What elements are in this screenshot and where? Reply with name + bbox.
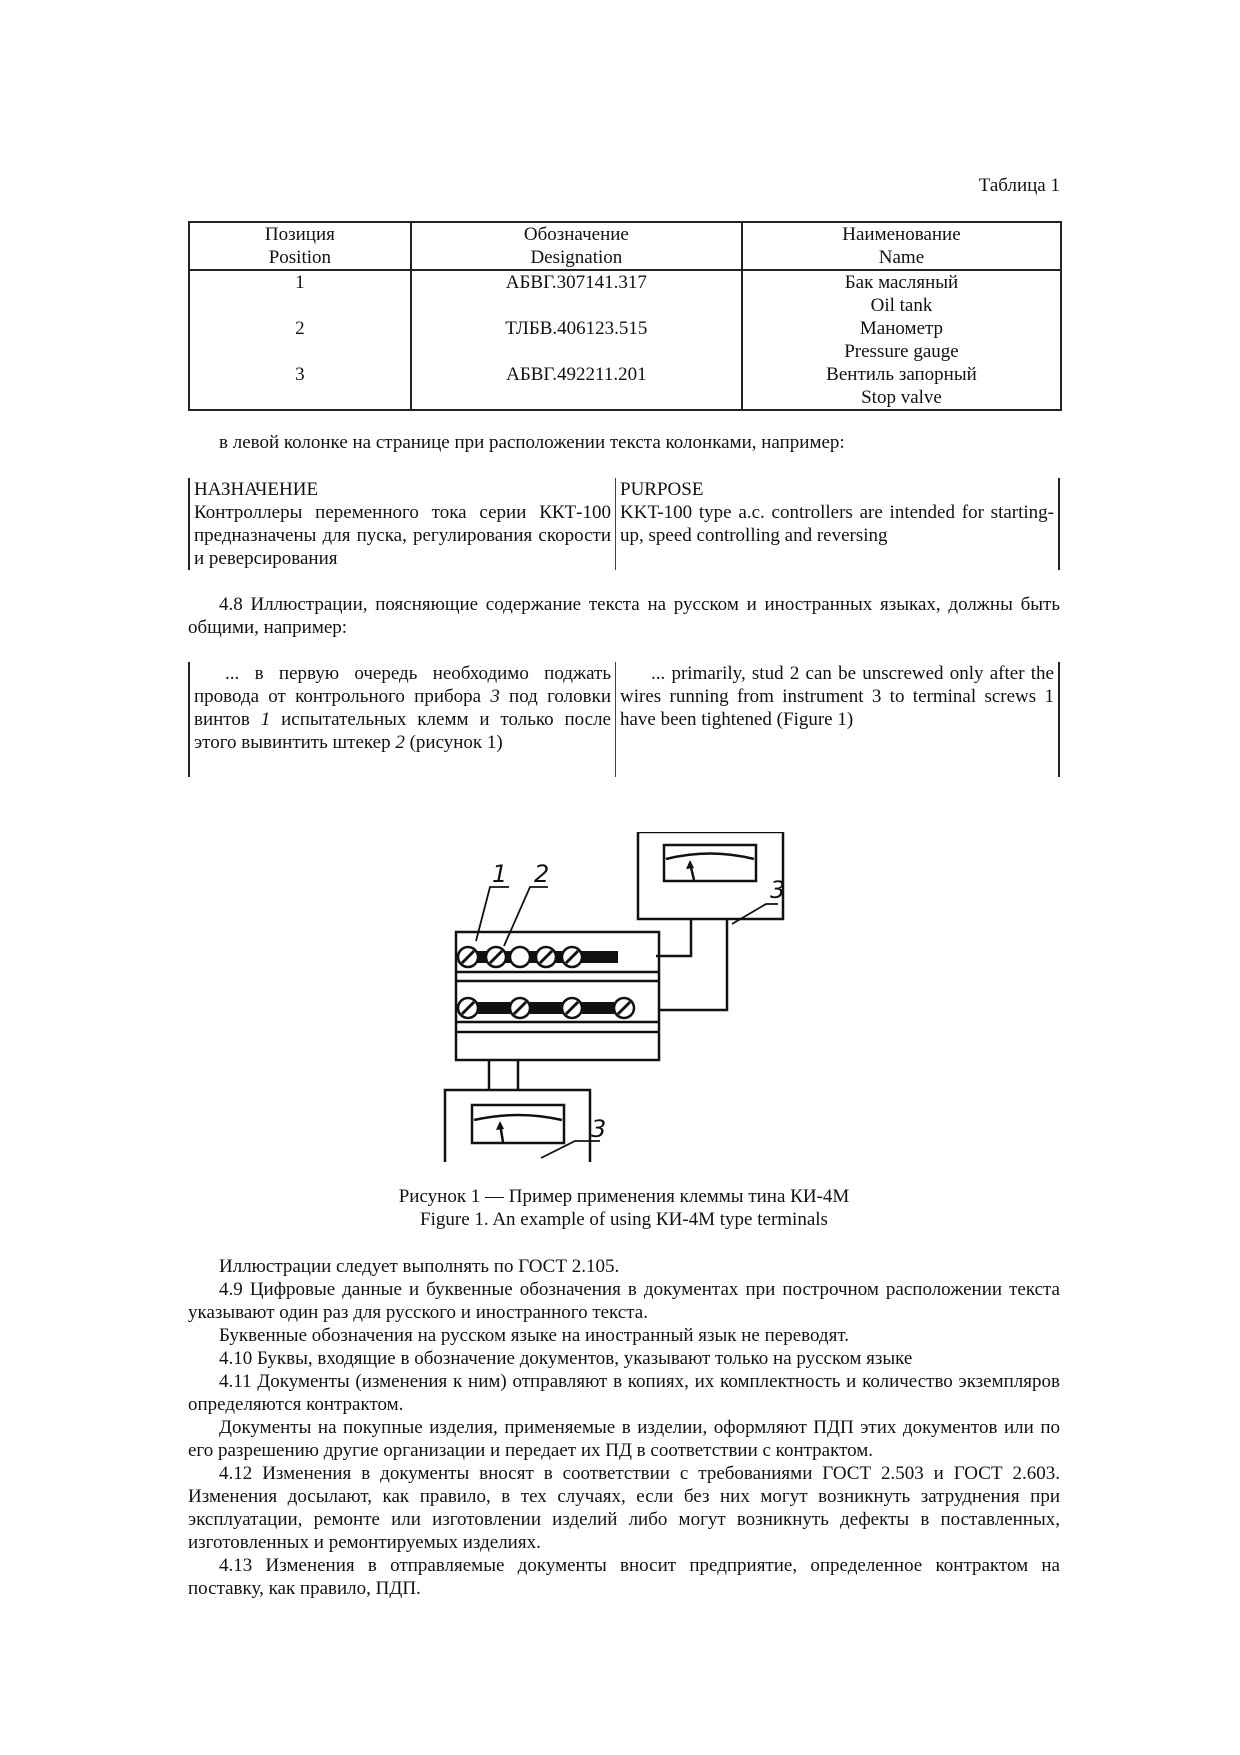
cell-name: Манометр Pressure gauge	[742, 317, 1061, 363]
columns-intro: в левой колонке на странице при расположении текста колонками, например:	[219, 432, 845, 453]
meter-top-window	[664, 845, 756, 881]
purpose-en-text: KKT-100 type a.c. controllers are intended for starting-up, speed controlling and reversing	[620, 502, 1054, 546]
purpose-right-column	[616, 478, 1060, 570]
example-columns	[188, 662, 1060, 777]
paragraph: 4.10 Буквы, входящие в обозначение документов, указывают только на русском языке	[219, 1348, 913, 1369]
example-ru-column: ... в первую очередь необходимо поджать провода от контрольного прибора 3 под головки винтов 1 испытательных клемм и только после этого вывинтить штекер 2 (рисунок 1)	[188, 662, 616, 777]
purpose-ru-text: Контроллеры переменного тока серии ККТ-100 предназначены для пуска, регулирования скорости и реверсирования	[194, 502, 611, 569]
label-1: 1	[492, 860, 508, 888]
positions-table	[188, 221, 1062, 411]
purpose-en-heading: PURPOSE	[620, 479, 704, 500]
label-3-top: 3	[770, 876, 786, 904]
cell-name: Бак масляный Oil tank	[742, 270, 1061, 317]
meter-bottom-body	[445, 1090, 590, 1162]
cell-designation: АБВГ.492211.201	[411, 363, 742, 410]
label-2: 2	[534, 860, 550, 888]
paragraph: 4.12 Изменения в документы вносят в соответствии с требованиями ГОСТ 2.503 и ГОСТ 2.603. Изменения досылают, как правило, в тех случаях, если без них могут возникнуть затруднения при эксплуатации, ремонте или изготовлении изделий либо могут возникнуть дефекты в поставленных, изготовленных и ремонтируемых изделиях.	[188, 1463, 1060, 1553]
paragraph: 4.11 Документы (изменения к ним) отправляют в копиях, их комплектность и количество экземпляров определяются контрактом.	[188, 1371, 1060, 1415]
paragraph: 4.9 Цифровые данные и буквенные обозначения в документах при построчном расположении текста указывают один раз для русского и иностранного текста.	[188, 1279, 1060, 1323]
purpose-ru-heading: НАЗНАЧЕНИЕ	[194, 479, 319, 500]
figure-caption-en: Figure 1. An example of using КИ-4М type terminals	[420, 1209, 828, 1230]
table-caption: Таблица 1	[978, 175, 1060, 196]
cell-name: Вентиль запорный Stop valve	[742, 363, 1061, 410]
table-row	[189, 317, 1061, 363]
body-text	[188, 1255, 1060, 1600]
paragraph: 4.13 Изменения в отправляемые документы вносит предприятие, определенное контрактом на поставку, как правило, ПДП.	[188, 1555, 1060, 1599]
paragraph: Иллюстрации следует выполнять по ГОСТ 2.105.	[219, 1256, 620, 1277]
cell-position: 3	[189, 363, 411, 410]
cell-position: 1	[189, 270, 411, 317]
paragraph: Документы на покупные изделия, применяемые в изделии, оформляют ПДП этих документов или по его разрешению другие организации и передает их ПД в соответствии с контрактом.	[188, 1417, 1060, 1461]
example-en-column: ... primarily, stud 2 can be unscrewed only after the wires running from instrument 3 to terminal screws 1 have been tightened (Figure 1)	[616, 662, 1060, 777]
cell-designation: АБВГ.307141.317	[411, 270, 742, 317]
figure-caption	[188, 1185, 1060, 1231]
header-name: Наименование Name	[742, 222, 1061, 270]
table-row	[189, 363, 1061, 410]
purpose-columns	[188, 478, 1060, 570]
header-position: Позиция Position	[189, 222, 411, 270]
paragraph: Буквенные обозначения на русском языке на иностранный язык не переводят.	[219, 1325, 849, 1346]
meter-bottom-window	[472, 1105, 564, 1143]
purpose-left-column	[188, 478, 616, 570]
terminal-diagram	[438, 832, 838, 1162]
label-3-bottom: 3	[591, 1115, 607, 1143]
header-designation: Обозначение Designation	[411, 222, 742, 270]
table-row	[189, 270, 1061, 317]
section-4-8: 4.8 Иллюстрации, поясняющие содержание текста на русском и иностранных языках, должны быть общими, например:	[188, 594, 1060, 638]
table-header-row	[189, 222, 1061, 270]
cell-designation: ТЛБВ.406123.515	[411, 317, 742, 363]
cell-position: 2	[189, 317, 411, 363]
figure-caption-ru: Рисунок 1 — Пример применения клеммы тина КИ-4М	[398, 1186, 850, 1207]
